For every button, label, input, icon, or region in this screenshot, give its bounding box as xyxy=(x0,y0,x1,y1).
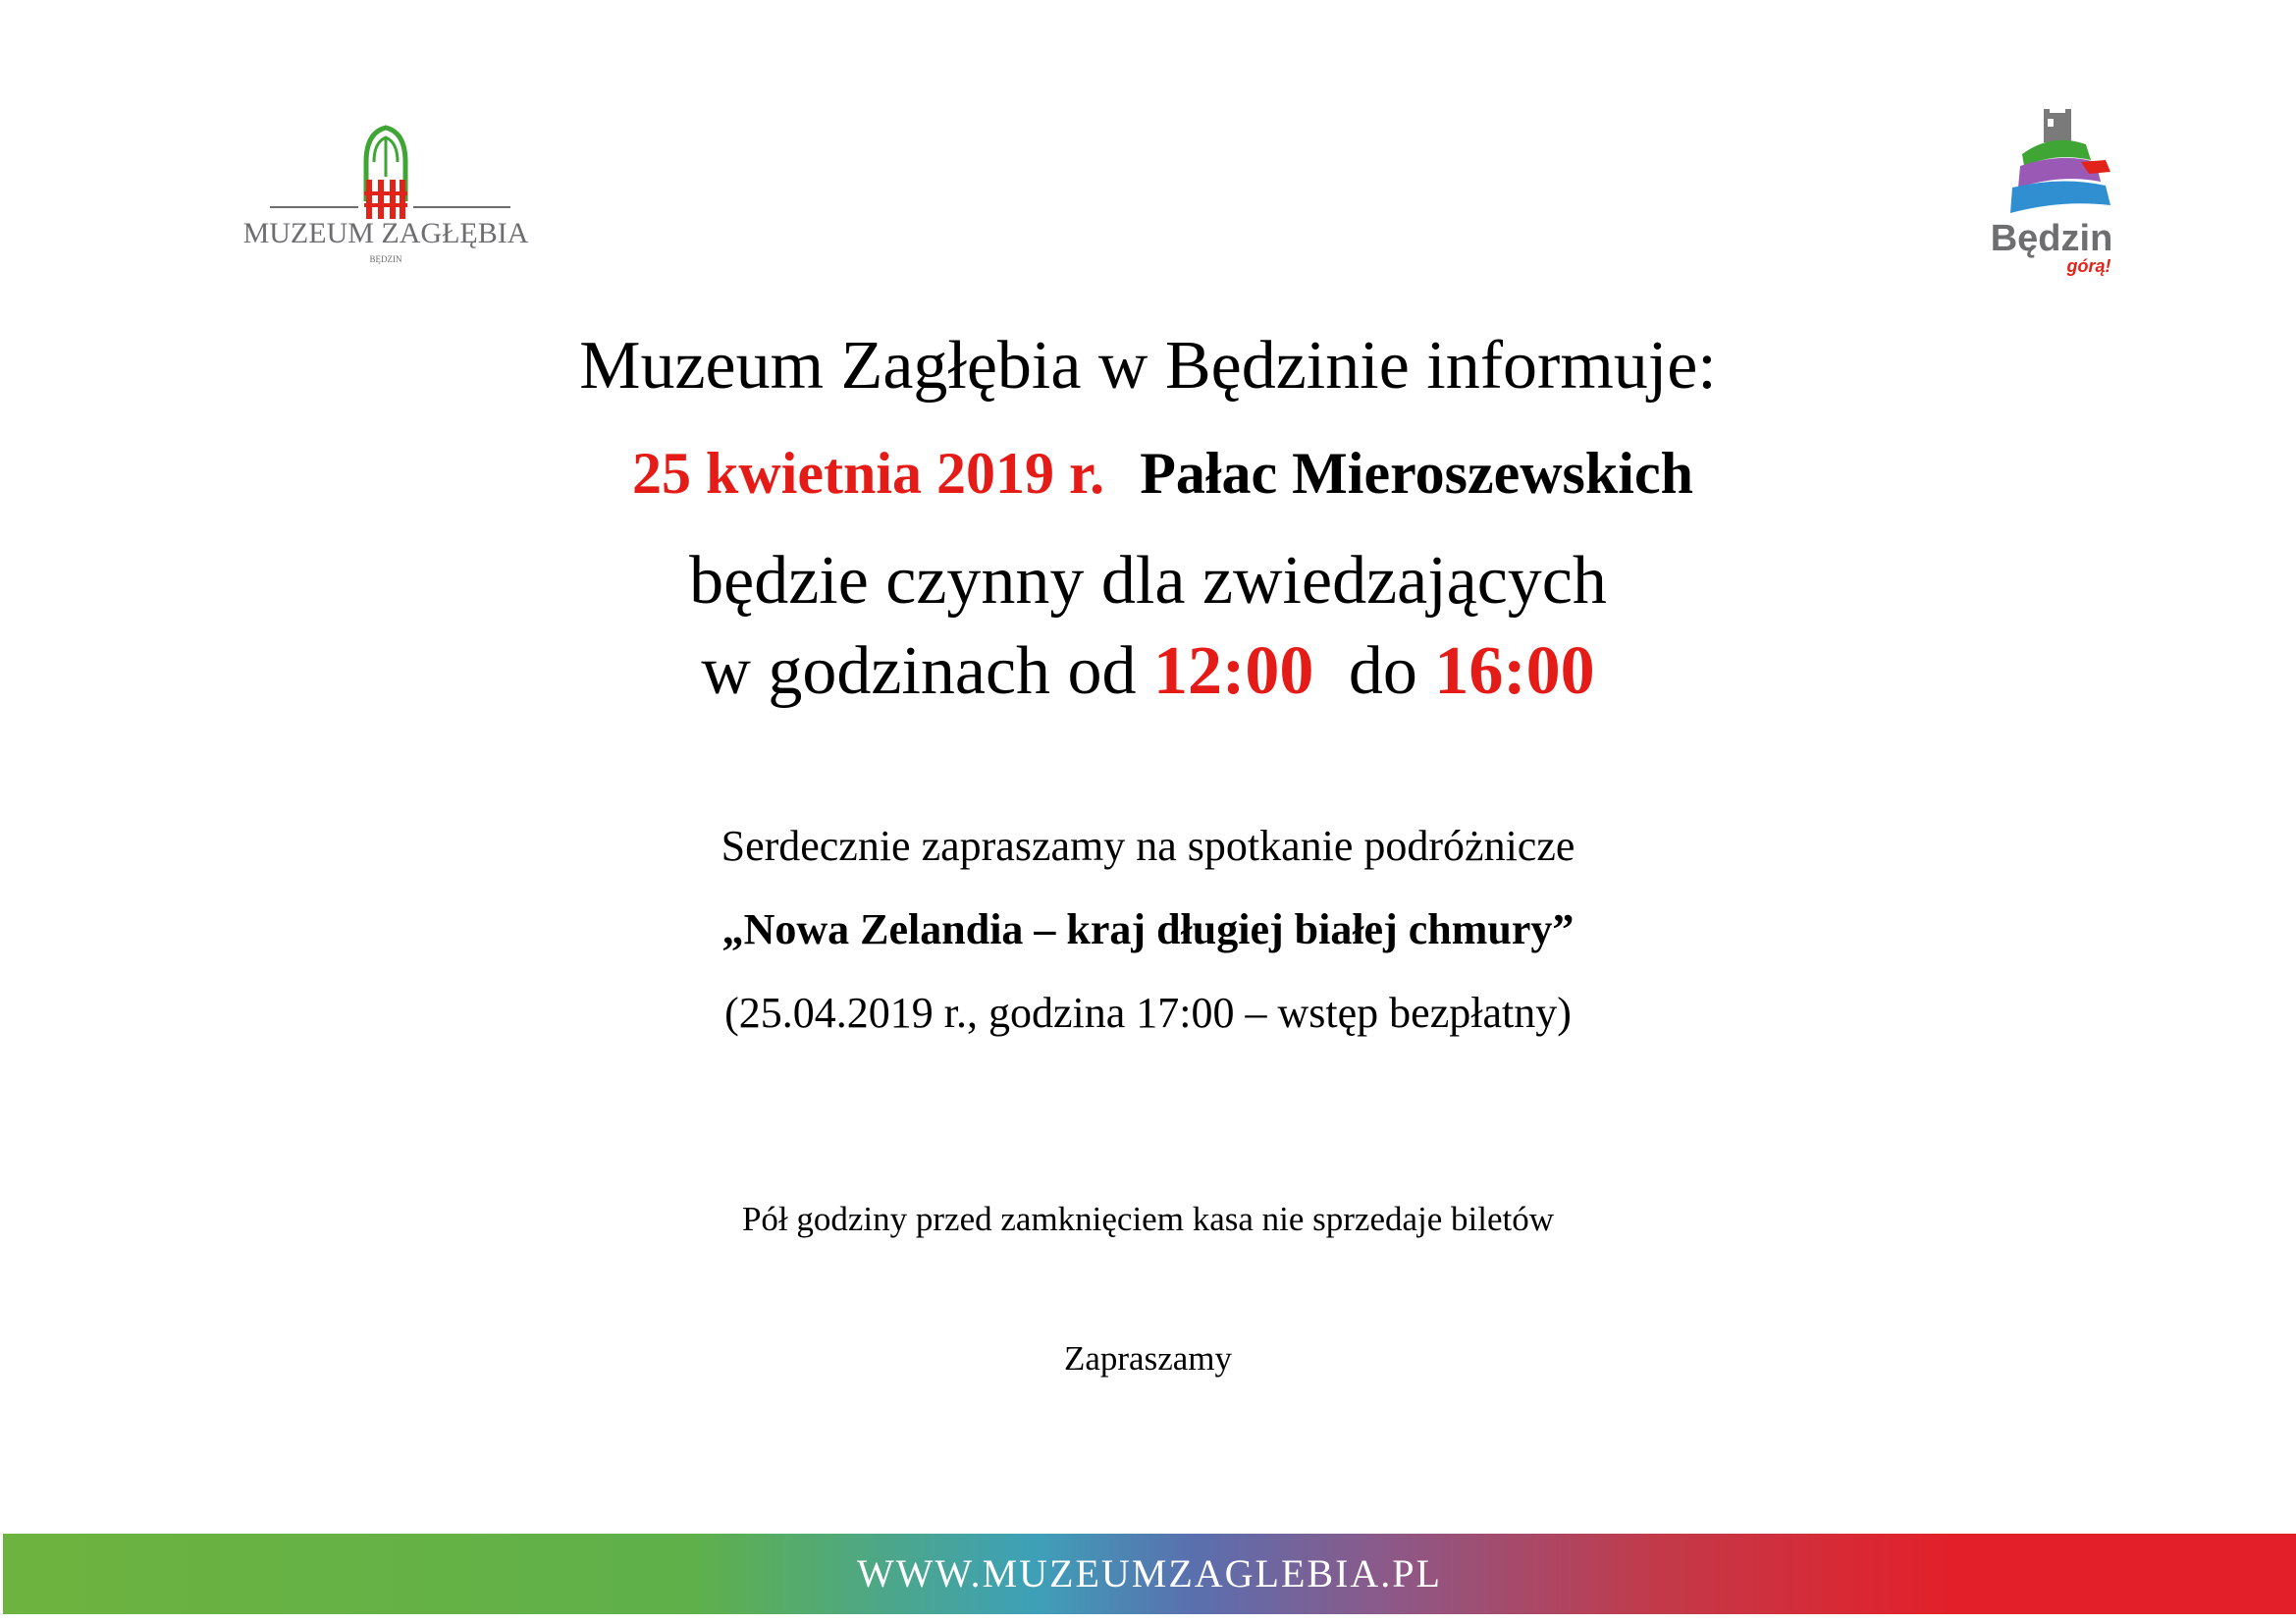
bedzin-logo-text: Będzin xyxy=(1990,218,2113,259)
closing-text: Zapraszamy xyxy=(1063,1339,1233,1378)
ticket-notice: Pół godziny przed zamknięciem kasa nie sprzedaje biletów xyxy=(741,1200,1555,1238)
notice-place: Pałac Mieroszewskich xyxy=(1140,441,1693,506)
open-line: będzie czynny dla zwiedzających xyxy=(689,543,1607,619)
event-title: „Nowa Zelandia – kraj długiej białej chmury” xyxy=(721,905,1575,953)
event-details: (25.04.2019 r., godzina 17:00 – wstęp bezpłatny) xyxy=(724,989,1572,1037)
hours-prefix: w godzinach od xyxy=(701,633,1137,709)
gora-logo-text: górą! xyxy=(2066,256,2111,276)
castle-hill-icon xyxy=(1983,103,2130,280)
footer-band xyxy=(3,1534,2296,1614)
hours-line xyxy=(0,633,2296,709)
bedzin-gora-logo xyxy=(1983,103,2130,280)
muzeum-logo-text: MUZEUM ZAGŁĘBIA xyxy=(242,217,529,249)
hours-from: 12:00 xyxy=(1153,633,1314,709)
footer-url[interactable]: WWW.MUZEUMZAGLEBIA.PL xyxy=(856,1551,1442,1596)
church-window-icon xyxy=(240,123,530,270)
hours-to: 16:00 xyxy=(1434,633,1595,709)
date-place-line xyxy=(0,441,2296,506)
muzeum-zaglebia-logo xyxy=(240,123,530,270)
notice-heading: Muzeum Zagłębia w Będzinie informuje: xyxy=(579,328,1717,404)
hours-mid: do xyxy=(1348,633,1417,709)
muzeum-logo-subtext: BĘDZIN xyxy=(369,254,402,264)
notice-date: 25 kwietnia 2019 r. xyxy=(632,441,1105,506)
event-invite: Serdecznie zapraszamy na spotkanie podróżnicze xyxy=(721,822,1575,870)
